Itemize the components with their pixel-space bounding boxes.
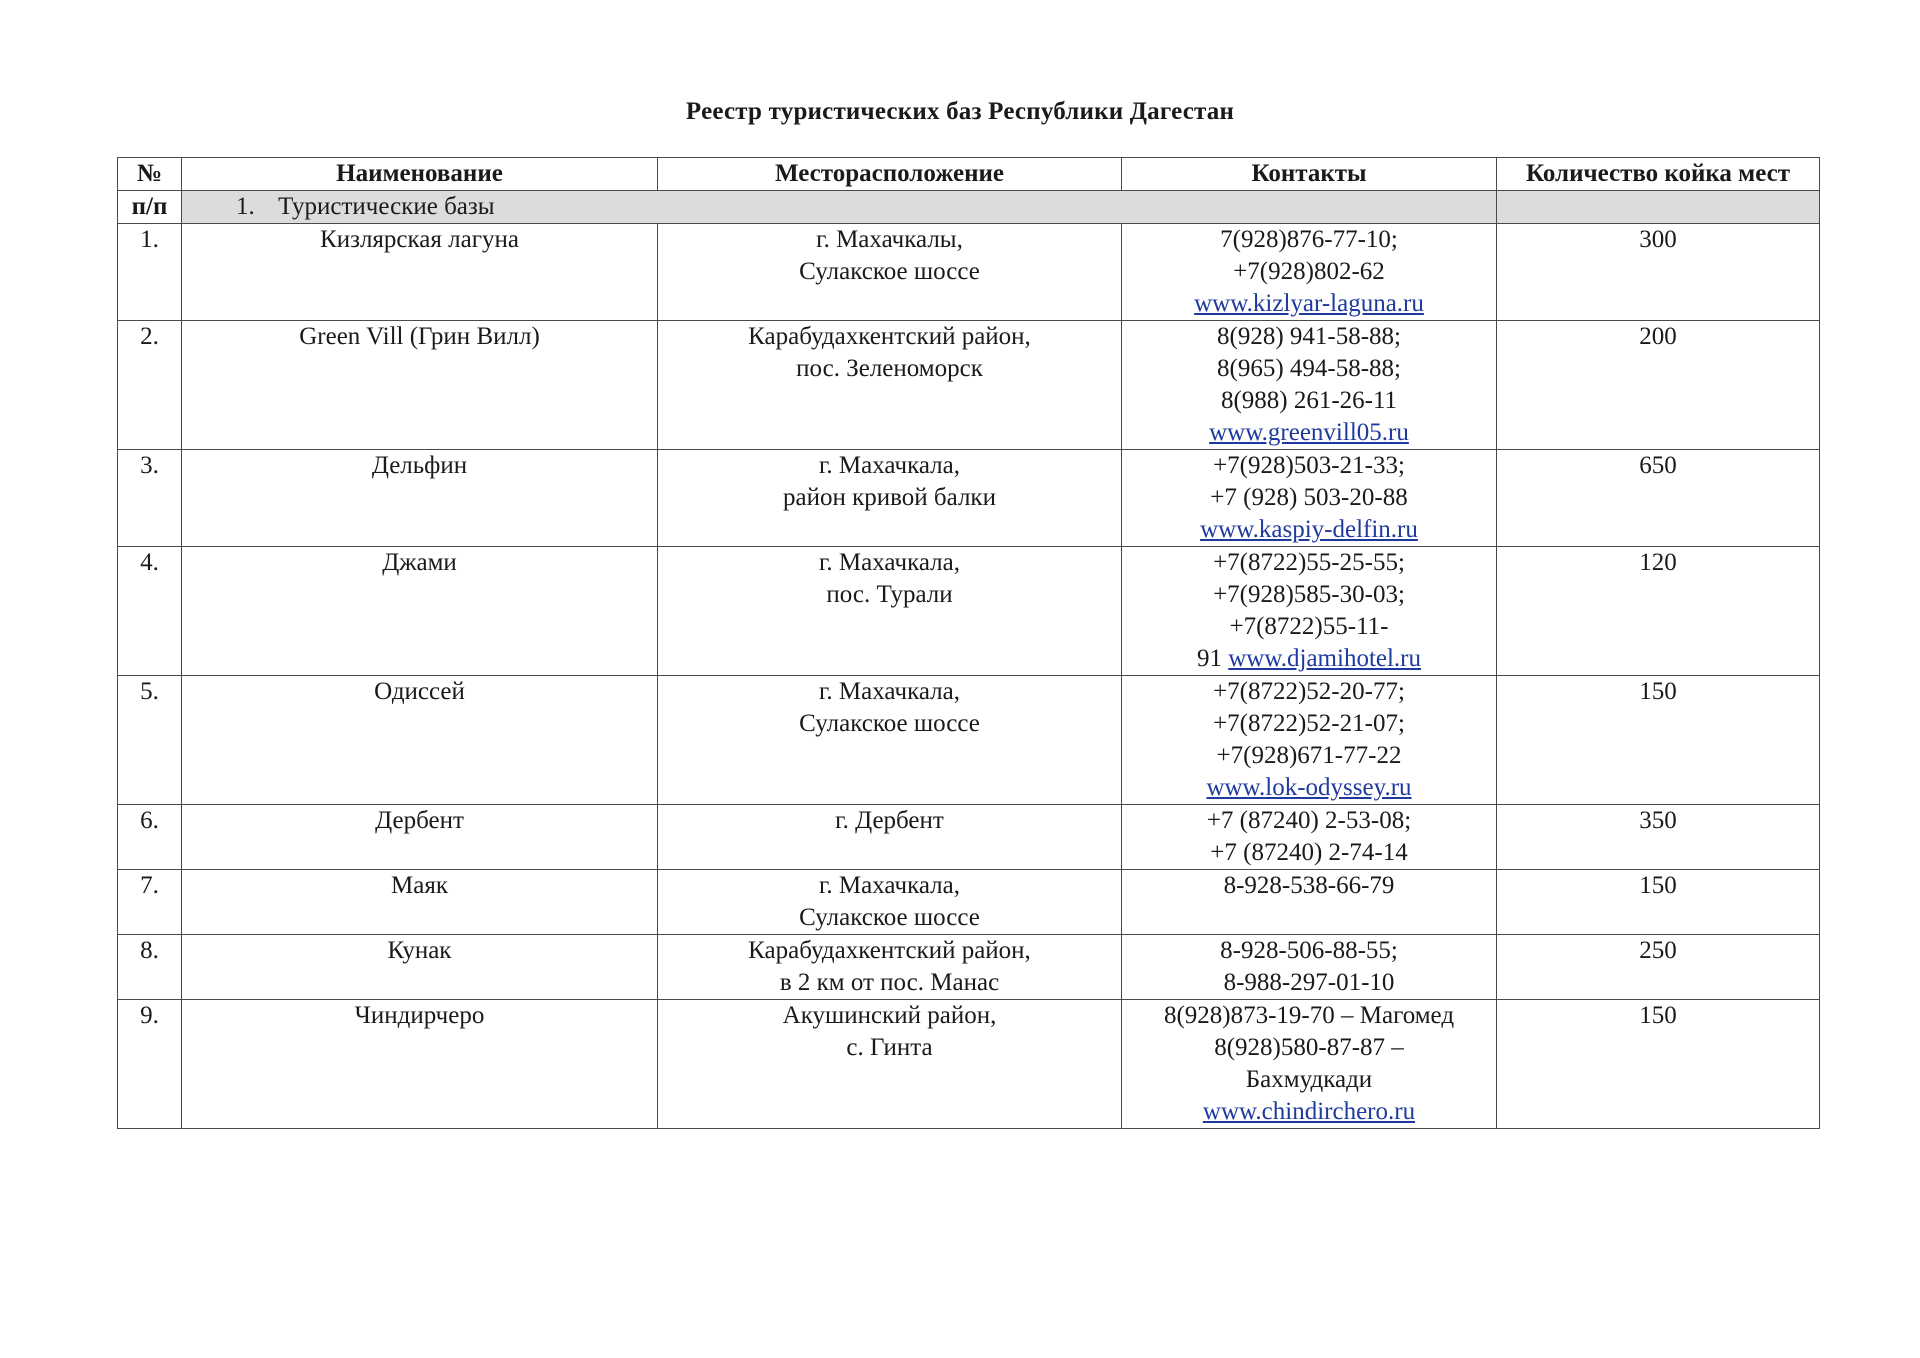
phone-line: 8-928-538-66-79 — [1223, 872, 1395, 899]
phone-line: +7(8722)55-11- — [1229, 613, 1389, 640]
row-beds: 150 — [1497, 676, 1820, 805]
header-num-sub: п/п — [118, 191, 182, 224]
section-row — [118, 191, 1820, 224]
row-beds: 150 — [1497, 1000, 1820, 1129]
table-row — [118, 1000, 1820, 1129]
row-location — [658, 450, 1122, 547]
row-number: 7. — [118, 870, 182, 935]
section-empty-cell — [1497, 191, 1820, 224]
location-line: Сулакское шоссе — [799, 904, 980, 931]
phone-line: +7 (87240) 2-53-08; — [1206, 807, 1412, 834]
row-contacts — [1122, 450, 1497, 547]
row-number: 2. — [118, 321, 182, 450]
row-contacts — [1122, 547, 1497, 676]
section-label: Туристические базы — [278, 193, 495, 220]
row-number: 1. — [118, 224, 182, 321]
location-line: г. Махачкала, — [818, 549, 960, 576]
row-number: 5. — [118, 676, 182, 805]
location-line: г. Махачкала, — [818, 452, 960, 479]
phone-line: +7 (87240) 2-74-14 — [1210, 839, 1408, 866]
registry-table — [117, 157, 1820, 1129]
website-link[interactable]: www.djamihotel.ru — [1228, 645, 1422, 672]
row-beds: 300 — [1497, 224, 1820, 321]
row-contacts — [1122, 676, 1497, 805]
website-link[interactable]: www.kaspiy-delfin.ru — [1200, 516, 1418, 543]
phone-line: 8(928)873-19-70 – Магомед — [1163, 1002, 1455, 1029]
location-line: Акушинский район, — [782, 1002, 997, 1029]
row-beds: 650 — [1497, 450, 1820, 547]
phone-line: +7(8722)52-20-77; — [1213, 678, 1405, 705]
row-beds: 200 — [1497, 321, 1820, 450]
phone-line: Бахмудкади — [1245, 1066, 1373, 1093]
location-line: район кривой балки — [783, 484, 996, 511]
row-name: Кизлярская лагуна — [182, 224, 658, 321]
row-name: Джами — [182, 547, 658, 676]
document-title: Реестр туристических баз Республики Дагестан — [685, 98, 1235, 125]
phone-line: +7(928)671-77-22 — [1216, 742, 1402, 769]
location-line: г. Махачкалы, — [816, 226, 963, 253]
row-location — [658, 870, 1122, 935]
phone-line: 8(988) 261-26-11 — [1220, 387, 1398, 414]
location-line: Карабудахкентский район, — [748, 323, 1031, 350]
row-name: Кунак — [182, 935, 658, 1000]
website-link[interactable]: www.kizlyar-laguna.ru — [1194, 290, 1424, 317]
section-title — [182, 191, 1497, 224]
location-line: в 2 км от пос. Манас — [779, 969, 1000, 996]
table-row — [118, 935, 1820, 1000]
header-row — [118, 158, 1820, 191]
header-num: № — [118, 158, 182, 191]
header-contacts: Контакты — [1122, 158, 1497, 191]
table-row — [118, 870, 1820, 935]
table-row — [118, 450, 1820, 547]
phone-line: +7(8722)52-21-07; — [1213, 710, 1405, 737]
row-name: Дербент — [182, 805, 658, 870]
row-contacts — [1122, 805, 1497, 870]
row-beds: 150 — [1497, 870, 1820, 935]
table-row — [118, 224, 1820, 321]
phone-line: 8(928) 941-58-88; — [1217, 323, 1401, 350]
phone-line: 8(965) 494-58-88; — [1217, 355, 1401, 382]
table-row — [118, 676, 1820, 805]
row-location — [658, 935, 1122, 1000]
row-number: 3. — [118, 450, 182, 547]
location-line: пос. Турали — [826, 581, 953, 608]
website-link[interactable]: www.greenvill05.ru — [1209, 419, 1409, 446]
phone-line: 8-988-297-01-10 — [1223, 969, 1395, 996]
phone-line: 8-928-506-88-55; — [1220, 937, 1398, 964]
website-link[interactable]: www.lok-odyssey.ru — [1206, 774, 1412, 801]
row-contacts — [1122, 224, 1497, 321]
row-location — [658, 547, 1122, 676]
phone-line: 8(928)580-87-87 – — [1214, 1034, 1404, 1061]
row-location — [658, 1000, 1122, 1129]
row-location — [658, 321, 1122, 450]
row-contacts — [1122, 321, 1497, 450]
table-row — [118, 321, 1820, 450]
header-location: Месторасположение — [658, 158, 1122, 191]
row-contacts — [1122, 935, 1497, 1000]
row-number: 4. — [118, 547, 182, 676]
table-row — [118, 805, 1820, 870]
row-contacts — [1122, 870, 1497, 935]
row-contacts — [1122, 1000, 1497, 1129]
row-number: 8. — [118, 935, 182, 1000]
phone-line: +7 (928) 503-20-88 — [1210, 484, 1408, 511]
row-name: Дельфин — [182, 450, 658, 547]
location-line: г. Махачкала, — [818, 678, 960, 705]
location-line: г. Махачкала, — [818, 872, 960, 899]
phone-fragment: 91 — [1196, 645, 1222, 672]
phone-line: +7(8722)55-25-55; — [1213, 549, 1405, 576]
row-location — [658, 224, 1122, 321]
row-name: Green Vill (Грин Вилл) — [182, 321, 658, 450]
location-line: пос. Зеленоморск — [796, 355, 983, 382]
location-line: Сулакское шоссе — [799, 258, 980, 285]
row-name: Чиндирчеро — [182, 1000, 658, 1129]
location-line: с. Гинта — [846, 1034, 933, 1061]
row-beds: 250 — [1497, 935, 1820, 1000]
row-beds: 350 — [1497, 805, 1820, 870]
row-name: Одиссей — [182, 676, 658, 805]
phone-line: 7(928)876-77-10; — [1220, 226, 1398, 253]
header-beds: Количество койка мест — [1497, 158, 1820, 191]
row-number: 9. — [118, 1000, 182, 1129]
section-index: 1. — [236, 193, 255, 220]
row-number: 6. — [118, 805, 182, 870]
phone-line: +7(928)585-30-03; — [1213, 581, 1405, 608]
row-location — [658, 805, 1122, 870]
website-link[interactable]: www.chindirchero.ru — [1202, 1098, 1416, 1125]
phone-line: +7(928)802-62 — [1233, 258, 1385, 285]
row-beds: 120 — [1497, 547, 1820, 676]
location-line: Карабудахкентский район, — [748, 937, 1031, 964]
location-line: г. Дербент — [835, 807, 944, 834]
header-name: Наименование — [182, 158, 658, 191]
row-name: Маяк — [182, 870, 658, 935]
row-location — [658, 676, 1122, 805]
phone-line: +7(928)503-21-33; — [1213, 452, 1405, 479]
location-line: Сулакское шоссе — [799, 710, 980, 737]
table-row — [118, 547, 1820, 676]
